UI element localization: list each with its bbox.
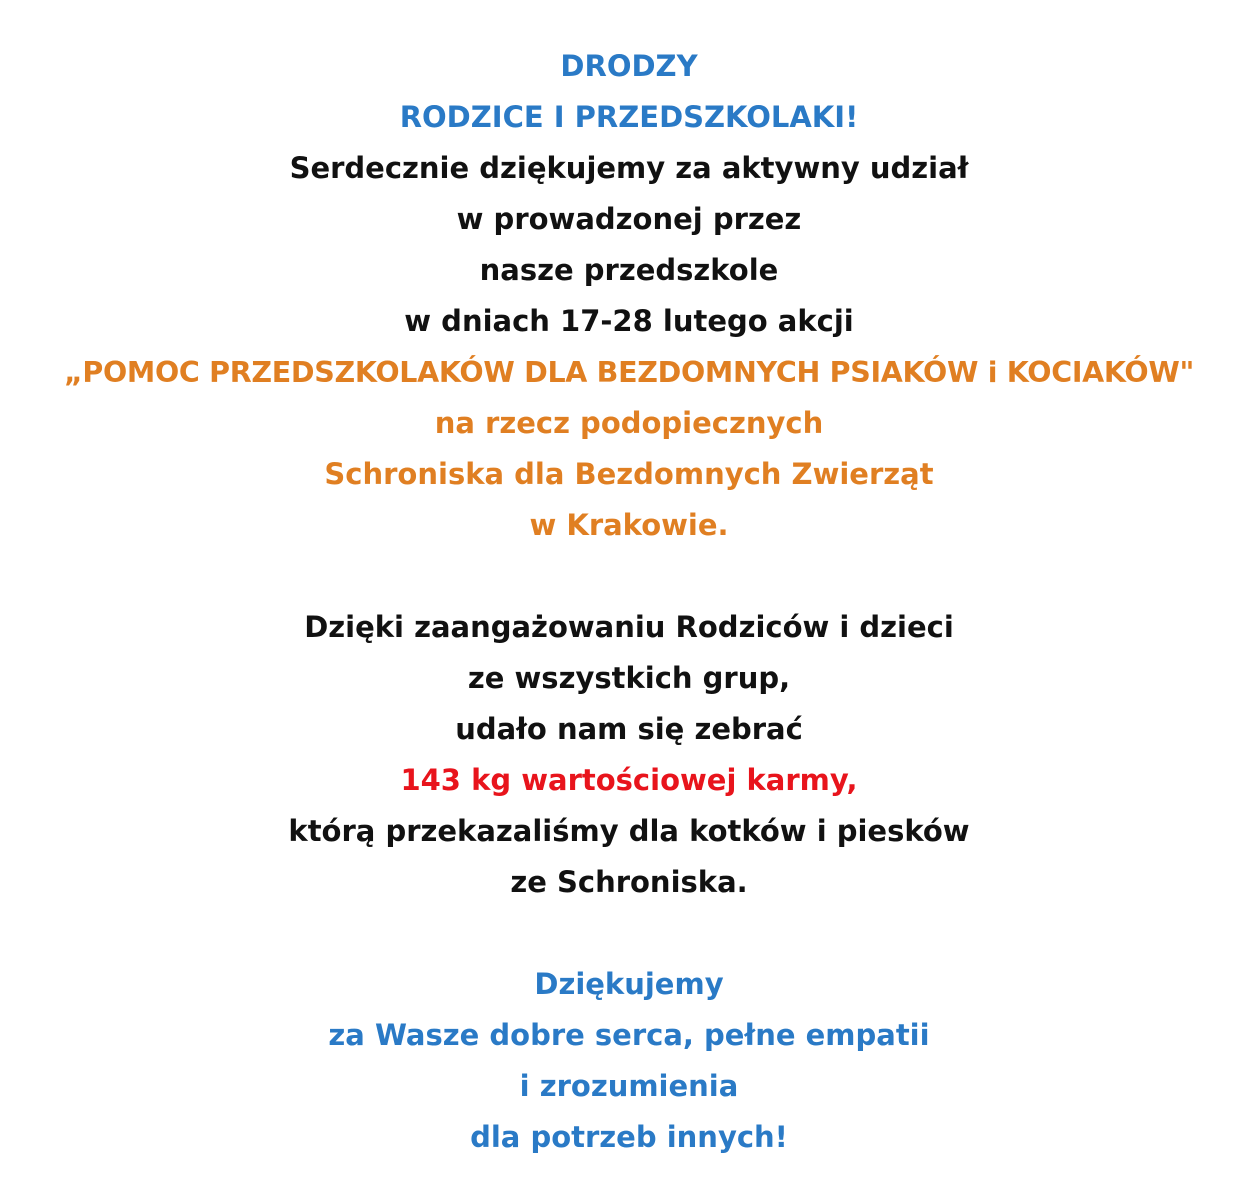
spacer — [0, 551, 1258, 602]
greeting-line-1: DRODZY — [560, 49, 698, 83]
collected-amount: 143 kg wartościowej karmy, — [400, 763, 858, 797]
result-line-1: Dzięki zaangażowaniu Rodziców i dzieci — [304, 610, 954, 644]
campaign-name: „POMOC PRZEDSZKOLAKÓW DLA BEZDOMNYCH PSIAKÓW i KOCIAKÓW" — [63, 356, 1195, 389]
intro-line-1: Serdecznie dziękujemy za aktywny udział — [289, 151, 969, 185]
result-line-5: którą przekazaliśmy dla kotków i piesków — [288, 814, 970, 848]
result-line-2: ze wszystkich grup, — [467, 661, 791, 695]
closing-line-4: dla potrzeb innych! — [470, 1120, 788, 1154]
result-line-6: ze Schroniska. — [510, 865, 748, 899]
closing-line-3: i zrozumienia — [519, 1069, 739, 1103]
spacer — [0, 908, 1258, 959]
intro-line-2: w prowadzonej przez — [456, 202, 802, 236]
campaign-line-3: Schroniska dla Bezdomnych Zwierząt — [324, 457, 934, 491]
thank-you-letter — [0, 41, 1258, 1163]
campaign-line-4: w Krakowie. — [529, 508, 729, 542]
campaign-line-2: na rzecz podopiecznych — [434, 406, 824, 440]
result-line-3: udało nam się zebrać — [455, 712, 803, 746]
greeting-line-2: RODZICE I PRZEDSZKOLAKI! — [399, 100, 859, 134]
closing-line-2: za Wasze dobre serca, pełne empatii — [328, 1018, 930, 1052]
intro-line-4: w dniach 17-28 lutego akcji — [404, 304, 854, 338]
intro-line-3: nasze przedszkole — [479, 253, 779, 287]
closing-line-1: Dziękujemy — [534, 967, 724, 1001]
